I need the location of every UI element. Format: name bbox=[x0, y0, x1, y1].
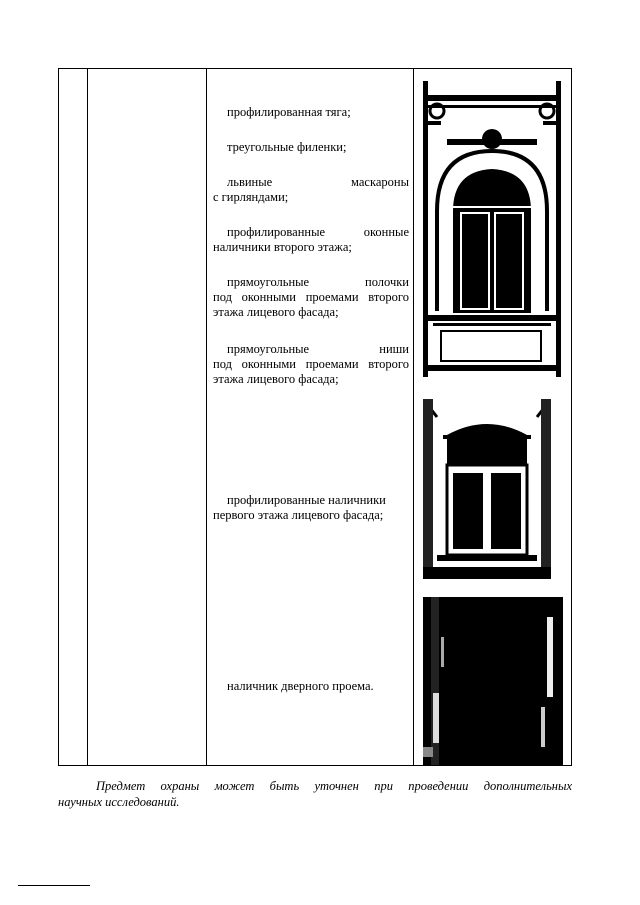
item-lion-mascarons: львиные маскароны с гирляндами; bbox=[213, 175, 409, 204]
column-divider bbox=[206, 69, 207, 765]
column-divider bbox=[87, 69, 88, 765]
footnote-divider bbox=[18, 885, 90, 886]
item-rectangular-shelves: прямоугольные полочки под оконными проемами второго этажа лицевого фасада; bbox=[213, 275, 409, 319]
protection-table bbox=[58, 68, 572, 766]
photo-door-surround bbox=[423, 597, 563, 765]
column-divider bbox=[413, 69, 414, 765]
photo-second-floor-window bbox=[423, 81, 561, 377]
item-window-surrounds-first-floor: профилированные наличники первого этажа лицевого фасада; bbox=[213, 493, 386, 522]
item-rectangular-niches: прямоугольные ниши под оконными проемами второго этажа лицевого фасада; bbox=[213, 342, 409, 386]
item-triangular-panels: треугольные филенки; bbox=[227, 140, 347, 154]
item-window-surrounds-second-floor: профилированные оконные наличники второго этажа; bbox=[213, 225, 409, 254]
photo-first-floor-window bbox=[423, 399, 551, 579]
item-profiled-cornice: профилированная тяга; bbox=[227, 105, 351, 119]
protection-note: Предмет охраны может быть уточнен при проведении дополнительных научных исследований. bbox=[58, 779, 572, 809]
item-door-surround: наличник дверного проема. bbox=[227, 679, 374, 693]
